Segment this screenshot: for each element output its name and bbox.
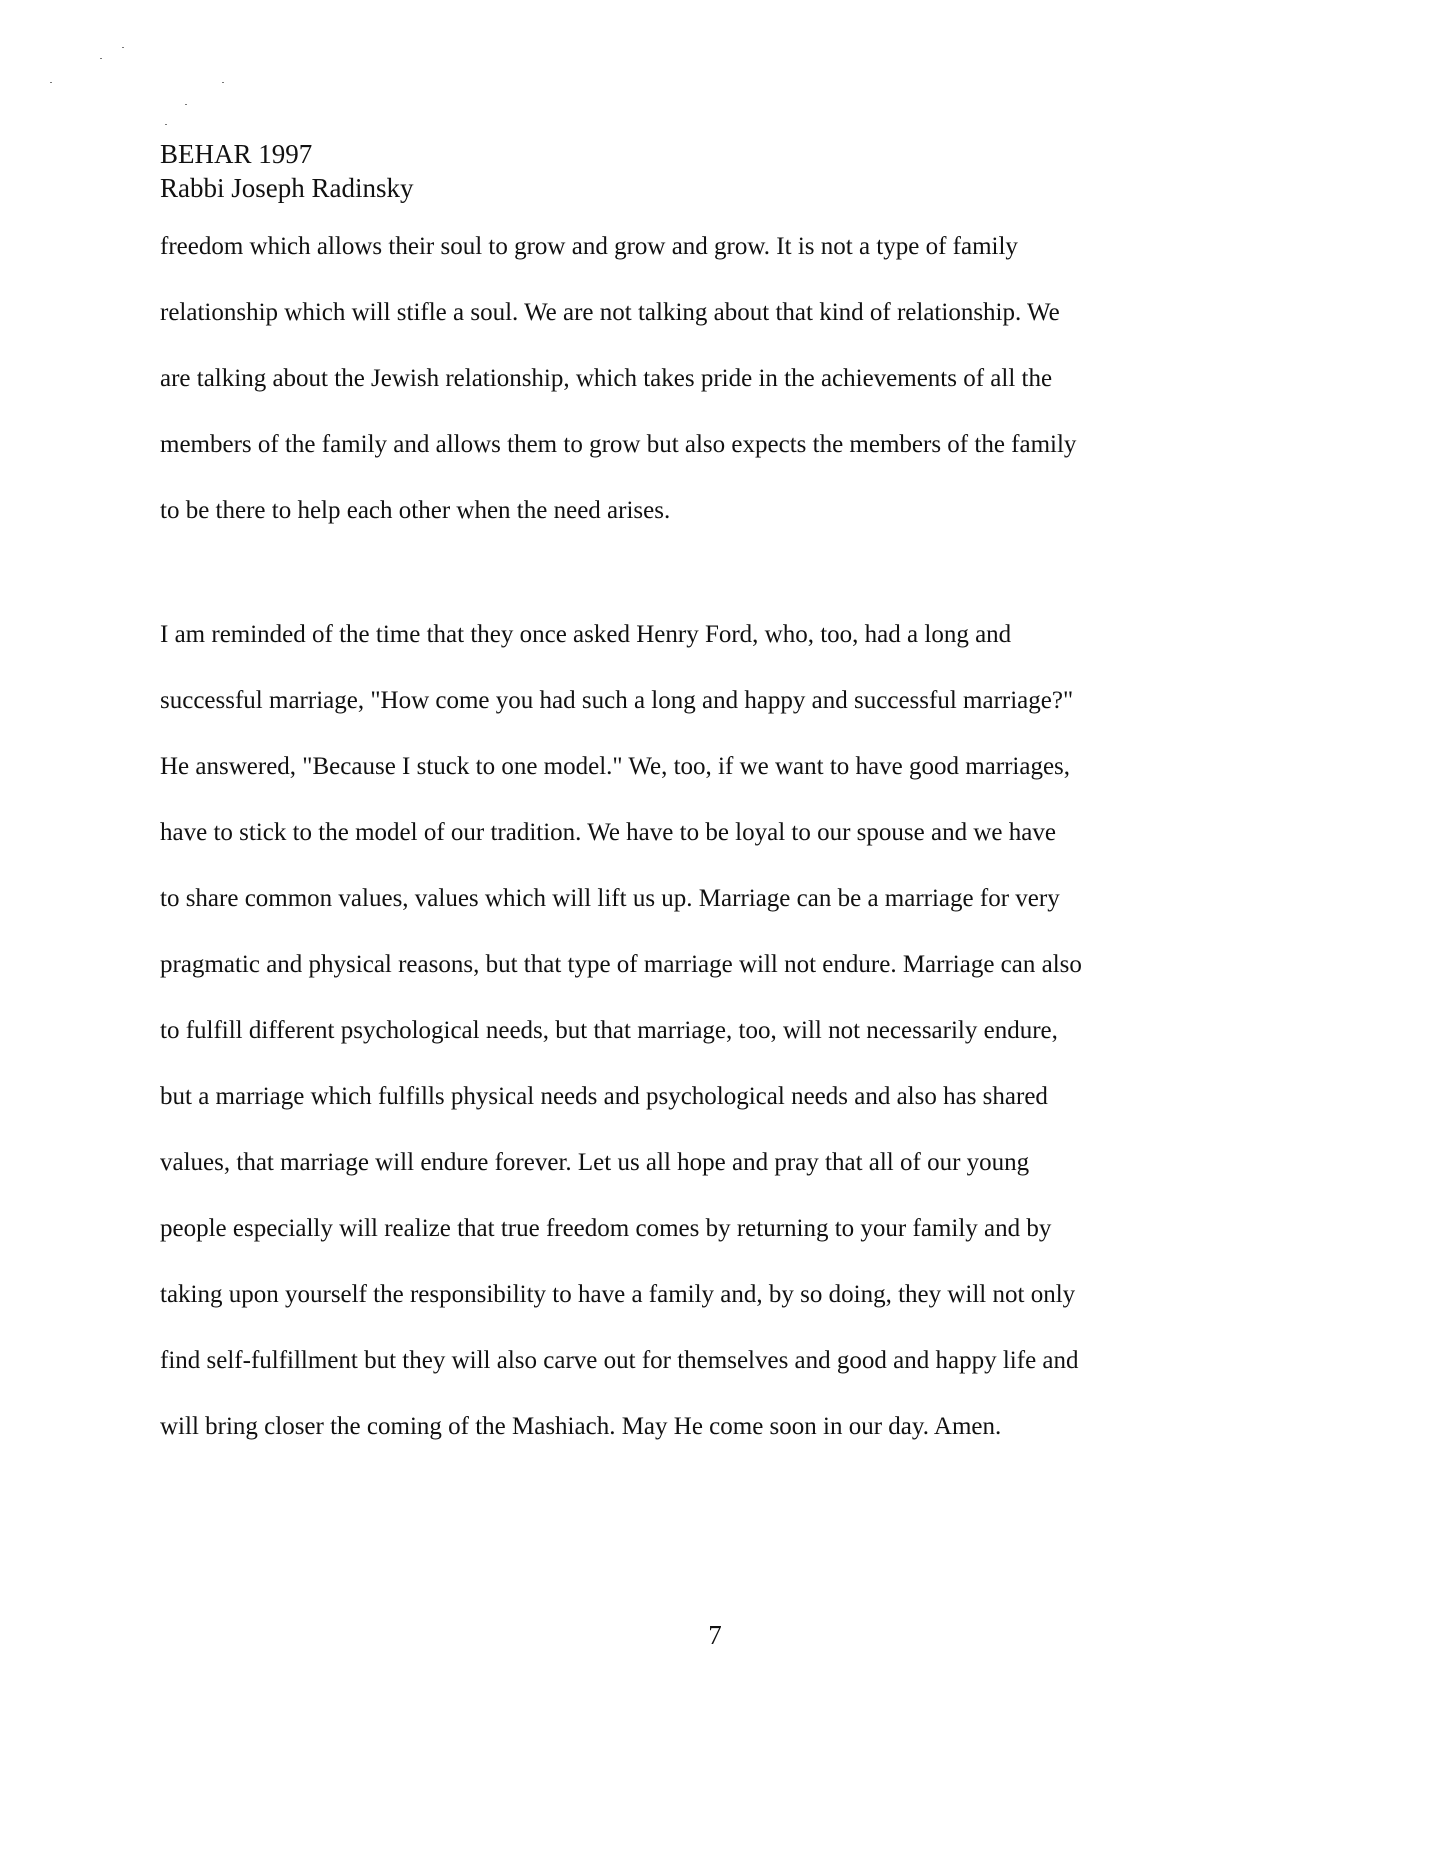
text-line: pragmatic and physical reasons, but that type of marriage will not endure. Marriage can also — [160, 951, 1082, 978]
text-line: people especially will realize that true freedom comes by returning to your family and by — [160, 1215, 1052, 1242]
scan-speck — [100, 58, 102, 59]
text-line: are talking about the Jewish relationship, which takes pride in the achievements of all the — [160, 365, 1053, 392]
text-line: successful marriage, "How come you had such a long and happy and successful marriage?" — [160, 687, 1074, 714]
paragraph — [160, 620, 1270, 1478]
document-author: Rabbi Joseph Radinsky — [160, 173, 414, 203]
document-title: BEHAR 1997 — [160, 139, 313, 169]
scan-speck — [185, 104, 187, 105]
text-line: I am reminded of the time that they once asked Henry Ford, who, too, had a long and — [160, 621, 1012, 648]
text-line: to fulfill different psychological needs, but that marriage, too, will not necessarily endure, — [160, 1017, 1058, 1044]
scan-speck — [222, 82, 224, 83]
paragraph — [160, 232, 1270, 562]
scan-speck — [165, 124, 167, 125]
text-line: relationship which will stifle a soul. We are not talking about that kind of relationship. We — [160, 299, 1060, 326]
text-line: values, that marriage will endure forever. Let us all hope and pray that all of our young — [160, 1149, 1030, 1176]
text-line: He answered, "Because I stuck to one model." We, too, if we want to have good marriages, — [160, 753, 1071, 780]
scan-speck — [50, 82, 52, 83]
text-line: members of the family and allows them to grow but also expects the members of the family — [160, 431, 1077, 458]
document-header — [160, 137, 414, 205]
text-line: but a marriage which fulfills physical needs and psychological needs and also has shared — [160, 1083, 1048, 1110]
text-line: find self-fulfillment but they will also carve out for themselves and good and happy life and — [160, 1347, 1079, 1374]
text-line: taking upon yourself the responsibility to have a family and, by so doing, they will not only — [160, 1281, 1076, 1308]
text-line: to be there to help each other when the need arises. — [160, 497, 671, 524]
scan-speck — [122, 47, 124, 48]
page-number: 7 — [708, 1620, 722, 1650]
text-line: will bring closer the coming of the Mashiach. May He come soon in our day. Amen. — [160, 1413, 1002, 1440]
text-line: have to stick to the model of our tradition. We have to be loyal to our spouse and we have — [160, 819, 1056, 846]
text-line: freedom which allows their soul to grow and grow and grow. It is not a type of family — [160, 233, 1018, 260]
text-line: to share common values, values which will lift us up. Marriage can be a marriage for very — [160, 885, 1060, 912]
